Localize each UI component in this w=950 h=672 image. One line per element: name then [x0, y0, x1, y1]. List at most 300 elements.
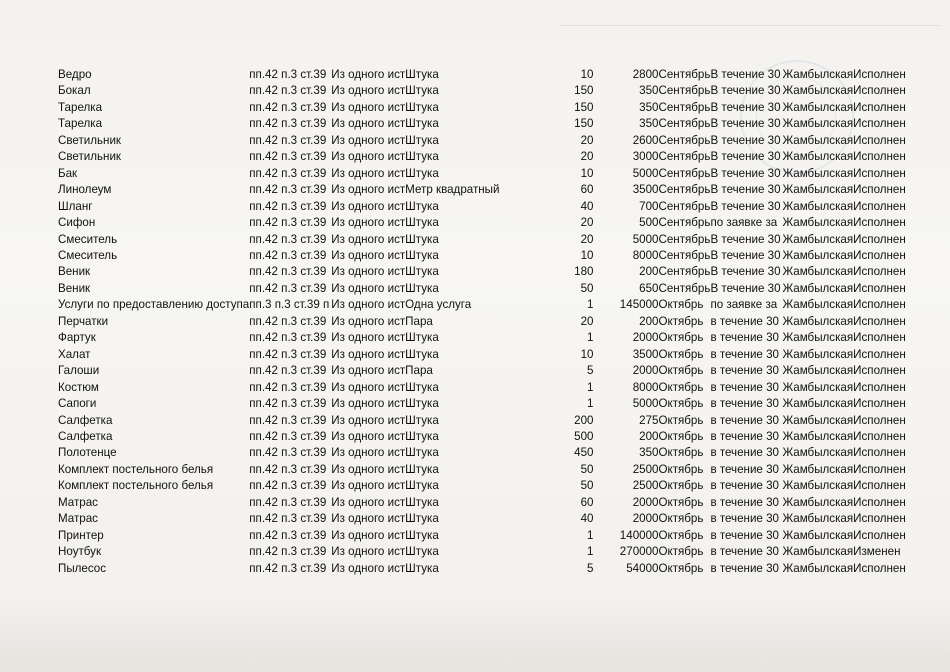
procurement-method-cell: Из одного ист	[331, 380, 406, 394]
month-cell: Сентябрь	[658, 117, 711, 131]
status-cell: Исполнен	[853, 561, 906, 575]
item-name-cell: Сапоги	[58, 397, 97, 411]
month-cell: Сентябрь	[658, 166, 711, 180]
item-name-cell: Ноутбук	[58, 545, 102, 559]
month-cell: Сентябрь	[658, 68, 711, 81]
item-name-cell: Принтер	[58, 528, 104, 542]
delivery-term-cell: в течение 30	[710, 495, 779, 509]
table-row	[58, 495, 913, 511]
quantity-cell: 10	[580, 68, 594, 81]
unit-price-cell: 8000	[632, 380, 659, 394]
unit-cell: Штука	[405, 232, 439, 246]
unit-price-cell: 200	[639, 265, 659, 279]
legal-basis-cell: пп.42 п.3 ст.39	[249, 232, 327, 246]
month-cell: Сентябрь	[658, 281, 711, 295]
table-row	[58, 511, 913, 527]
item-name-cell: Бокал	[58, 84, 91, 98]
legal-basis-cell: пп.42 п.3 ст.39	[249, 512, 327, 526]
month-cell: Октябрь	[658, 446, 704, 460]
status-cell: Исполнен	[853, 216, 906, 230]
delivery-term-cell: в течение 30	[710, 364, 779, 378]
unit-cell: Штука	[405, 495, 439, 509]
table-row	[58, 462, 913, 478]
delivery-term-cell: В течение 30	[710, 84, 781, 98]
delivery-term-cell: В течение 30	[710, 117, 781, 131]
table-row	[58, 199, 913, 215]
quantity-cell: 20	[580, 216, 594, 230]
month-cell: Октябрь	[658, 298, 704, 312]
legal-basis-cell: пп.42 п.3 ст.39	[249, 314, 327, 328]
status-cell: Исполнен	[853, 183, 906, 197]
unit-price-cell: 650	[639, 281, 659, 295]
delivery-term-cell: в течение 30	[710, 347, 779, 361]
item-name-cell: Линолеум	[58, 183, 112, 197]
delivery-place-cell: Жамбылская	[782, 248, 854, 262]
month-cell: Октябрь	[658, 347, 704, 361]
unit-cell: Штука	[405, 413, 439, 427]
status-cell: Исполнен	[853, 495, 906, 509]
item-name-cell: Пылесос	[58, 561, 107, 575]
status-cell: Исполнен	[853, 281, 906, 295]
procurement-method-cell: Из одного ист	[331, 68, 406, 81]
item-name-cell: Ведро	[58, 68, 92, 81]
delivery-place-cell: Жамбылская	[782, 100, 854, 114]
month-cell: Сентябрь	[658, 183, 711, 197]
procurement-method-cell: Из одного ист	[331, 446, 406, 460]
delivery-term-cell: В течение 30	[710, 166, 781, 180]
unit-cell: Пара	[405, 314, 433, 328]
status-cell: Исполнен	[853, 84, 906, 98]
delivery-term-cell: в течение 30	[710, 528, 779, 542]
status-cell: Исполнен	[853, 248, 906, 262]
unit-price-cell: 5000	[632, 397, 659, 411]
quantity-cell: 1	[587, 397, 594, 411]
table-row	[58, 215, 913, 231]
quantity-cell: 10	[580, 166, 594, 180]
legal-basis-cell: пп.42 п.3 ст.39	[249, 545, 327, 559]
unit-cell: Штука	[405, 331, 439, 345]
legal-basis-cell: пп.42 п.3 ст.39	[249, 150, 327, 164]
unit-cell: Метр квадратный	[405, 183, 500, 197]
quantity-cell: 150	[574, 84, 594, 98]
status-cell: Исполнен	[853, 397, 906, 411]
status-cell: Исполнен	[853, 133, 906, 147]
delivery-term-cell: в течение 30	[710, 512, 779, 526]
table-row	[58, 297, 913, 313]
legal-basis-cell: пп.42 п.3 ст.39	[249, 413, 327, 427]
procurement-method-cell: Из одного ист	[331, 347, 406, 361]
quantity-cell: 20	[580, 150, 594, 164]
quantity-cell: 450	[574, 446, 594, 460]
legal-basis-cell: пп.42 п.3 ст.39	[249, 528, 327, 542]
status-cell: Исполнен	[853, 413, 906, 427]
delivery-place-cell: Жамбылская	[782, 380, 854, 394]
delivery-term-cell: В течение 30	[710, 265, 781, 279]
delivery-place-cell: Жамбылская	[782, 561, 854, 575]
quantity-cell: 10	[580, 248, 594, 262]
unit-cell: Штука	[405, 528, 439, 542]
status-cell: Исполнен	[853, 512, 906, 526]
delivery-place-cell: Жамбылская	[782, 429, 854, 443]
unit-price-cell: 700	[639, 199, 659, 213]
procurement-method-cell: Из одного ист	[331, 166, 406, 180]
procurement-method-cell: Из одного ист	[331, 265, 406, 279]
delivery-term-cell: В течение 30	[710, 281, 781, 295]
delivery-place-cell: Жамбылская	[782, 495, 854, 509]
unit-price-cell: 3500	[632, 347, 659, 361]
legal-basis-cell: пп.42 п.3 ст.39	[249, 479, 327, 493]
unit-cell: Штука	[405, 166, 439, 180]
month-cell: Октябрь	[658, 364, 704, 378]
status-cell: Исполнен	[853, 380, 906, 394]
unit-price-cell: 3000	[632, 150, 659, 164]
delivery-term-cell: в течение 30	[710, 397, 779, 411]
month-cell: Сентябрь	[658, 100, 711, 114]
delivery-place-cell: Жамбылская	[782, 347, 854, 361]
delivery-place-cell: Жамбылская	[782, 298, 854, 312]
quantity-cell: 50	[580, 281, 594, 295]
unit-price-cell: 2800	[632, 68, 659, 81]
unit-price-cell: 5000	[632, 232, 659, 246]
bleed-through-header	[560, 25, 940, 38]
delivery-term-cell: в течение 30	[710, 429, 779, 443]
month-cell: Октябрь	[658, 528, 704, 542]
unit-price-cell: 2600	[632, 133, 659, 147]
delivery-place-cell: Жамбылская	[782, 331, 854, 345]
delivery-place-cell: Жамбылская	[782, 281, 854, 295]
quantity-cell: 500	[574, 429, 594, 443]
table-row	[58, 314, 913, 330]
unit-cell: Штука	[405, 150, 439, 164]
legal-basis-cell: пп.42 п.3 ст.39	[249, 133, 327, 147]
item-name-cell: Галоши	[58, 364, 100, 378]
table-row	[58, 380, 913, 396]
quantity-cell: 20	[580, 133, 594, 147]
quantity-cell: 40	[580, 199, 594, 213]
unit-cell: Штука	[405, 117, 439, 131]
unit-price-cell: 275	[639, 413, 659, 427]
unit-cell: Штука	[405, 68, 439, 81]
status-cell: Исполнен	[853, 429, 906, 443]
item-name-cell: Салфетка	[58, 413, 113, 427]
legal-basis-cell: пп.42 п.3 ст.39	[249, 183, 327, 197]
unit-cell: Штука	[405, 479, 439, 493]
procurement-method-cell: Из одного ист	[331, 479, 406, 493]
item-name-cell: Комплект постельного белья	[58, 462, 214, 476]
legal-basis-cell: пп.42 п.3 ст.39	[249, 199, 327, 213]
unit-cell: Штука	[405, 281, 439, 295]
table-row	[58, 330, 913, 346]
procurement-method-cell: Из одного ист	[331, 512, 406, 526]
unit-price-cell: 2500	[632, 479, 659, 493]
unit-cell: Штука	[405, 512, 439, 526]
table-row	[58, 429, 913, 445]
unit-price-cell: 5000	[632, 166, 659, 180]
status-cell: Исполнен	[853, 314, 906, 328]
table-row	[58, 528, 913, 544]
status-cell: Исполнен	[853, 298, 906, 312]
unit-price-cell: 2500	[632, 462, 659, 476]
table-row	[58, 133, 913, 149]
item-name-cell: Матрас	[58, 512, 98, 526]
table-row	[58, 149, 913, 165]
item-name-cell: Веник	[58, 265, 91, 279]
unit-price-cell: 145000	[619, 298, 659, 312]
table-row	[58, 182, 913, 198]
delivery-place-cell: Жамбылская	[782, 265, 854, 279]
delivery-term-cell: В течение 30	[710, 248, 781, 262]
item-name-cell: Фартук	[58, 331, 96, 345]
unit-price-cell: 3500	[632, 183, 659, 197]
quantity-cell: 50	[580, 462, 594, 476]
legal-basis-cell: пп.42 п.3 ст.39	[249, 117, 327, 131]
legal-basis-cell: пп.42 п.3 ст.39	[249, 166, 327, 180]
table-row	[58, 561, 913, 577]
delivery-term-cell: в течение 30	[710, 561, 779, 575]
status-cell: Исполнен	[853, 347, 906, 361]
status-cell: Исполнен	[853, 100, 906, 114]
legal-basis-cell: пп.42 п.3 ст.39	[249, 216, 327, 230]
unit-cell: Штука	[405, 248, 439, 262]
status-cell: Исполнен	[853, 265, 906, 279]
legal-basis-cell: пп.42 п.3 ст.39	[249, 68, 327, 81]
quantity-cell: 150	[574, 100, 594, 114]
procurement-method-cell: Из одного ист	[331, 413, 406, 427]
status-cell: Исполнен	[853, 479, 906, 493]
item-name-cell: Перчатки	[58, 314, 109, 328]
month-cell: Октябрь	[658, 314, 704, 328]
procurement-method-cell: Из одного ист	[331, 528, 406, 542]
month-cell: Октябрь	[658, 495, 704, 509]
unit-cell: Штука	[405, 347, 439, 361]
status-cell: Исполнен	[853, 446, 906, 460]
month-cell: Сентябрь	[658, 216, 711, 230]
delivery-place-cell: Жамбылская	[782, 183, 854, 197]
quantity-cell: 20	[580, 232, 594, 246]
procurement-method-cell: Из одного ист	[331, 462, 406, 476]
item-name-cell: Полотенце	[58, 446, 117, 460]
status-cell: Исполнен	[853, 462, 906, 476]
unit-price-cell: 2000	[632, 364, 659, 378]
unit-price-cell: 2000	[632, 331, 659, 345]
unit-price-cell: 500	[639, 216, 659, 230]
quantity-cell: 1	[587, 380, 594, 394]
delivery-place-cell: Жамбылская	[782, 232, 854, 246]
procurement-method-cell: Из одного ист	[331, 545, 406, 559]
status-cell: Исполнен	[853, 199, 906, 213]
unit-price-cell: 270000	[619, 545, 659, 559]
item-name-cell: Салфетка	[58, 429, 113, 443]
status-cell: Исполнен	[853, 364, 906, 378]
unit-cell: Одна услуга	[405, 298, 472, 312]
table-row	[58, 116, 913, 132]
delivery-place-cell: Жамбылская	[782, 199, 854, 213]
month-cell: Сентябрь	[658, 150, 711, 164]
delivery-place-cell: Жамбылская	[782, 216, 854, 230]
status-cell: Исполнен	[853, 232, 906, 246]
procurement-method-cell: Из одного ист	[331, 133, 406, 147]
unit-cell: Штука	[405, 100, 439, 114]
legal-basis-cell: пп.42 п.3 ст.39	[249, 429, 327, 443]
delivery-term-cell: в течение 30	[710, 462, 779, 476]
item-name-cell: Сифон	[58, 216, 96, 230]
delivery-place-cell: Жамбылская	[782, 150, 854, 164]
unit-price-cell: 2000	[632, 512, 659, 526]
procurement-table-body	[58, 67, 913, 577]
delivery-place-cell: Жамбылская	[782, 479, 854, 493]
delivery-term-cell: В течение 30	[710, 183, 781, 197]
legal-basis-cell: пп.42 п.3 ст.39	[249, 281, 327, 295]
procurement-method-cell: Из одного ист	[331, 199, 406, 213]
delivery-term-cell: по заявке за	[710, 298, 778, 312]
unit-cell: Штука	[405, 265, 439, 279]
table-row	[58, 363, 913, 379]
quantity-cell: 1	[587, 545, 594, 559]
table-row	[58, 67, 913, 83]
procurement-method-cell: Из одного ист	[331, 183, 406, 197]
delivery-place-cell: Жамбылская	[782, 397, 854, 411]
unit-price-cell: 200	[639, 429, 659, 443]
item-name-cell: Светильник	[58, 133, 122, 147]
procurement-method-cell: Из одного ист	[331, 84, 406, 98]
item-name-cell: Веник	[58, 281, 91, 295]
unit-price-cell: 350	[639, 100, 659, 114]
unit-price-cell: 2000	[632, 495, 659, 509]
status-cell: Исполнен	[853, 150, 906, 164]
table-row	[58, 396, 913, 412]
procurement-method-cell: Из одного ист	[331, 364, 406, 378]
delivery-place-cell: Жамбылская	[782, 413, 854, 427]
quantity-cell: 60	[580, 183, 594, 197]
table-row	[58, 544, 913, 560]
table-row	[58, 83, 913, 99]
quantity-cell: 20	[580, 314, 594, 328]
item-name-cell: Шланг	[58, 199, 93, 213]
delivery-term-cell: по заявке за	[710, 216, 778, 230]
month-cell: Сентябрь	[658, 232, 711, 246]
month-cell: Сентябрь	[658, 265, 711, 279]
table-row	[58, 281, 913, 297]
month-cell: Октябрь	[658, 397, 704, 411]
item-name-cell: Бак	[58, 166, 78, 180]
legal-basis-cell: пп.42 п.3 ст.39	[249, 495, 327, 509]
table-row	[58, 100, 913, 116]
status-cell: Исполнен	[853, 117, 906, 131]
delivery-place-cell: Жамбылская	[782, 166, 854, 180]
unit-cell: Штука	[405, 84, 439, 98]
quantity-cell: 1	[587, 331, 594, 345]
procurement-method-cell: Из одного ист	[331, 331, 406, 345]
delivery-place-cell: Жамбылская	[782, 512, 854, 526]
delivery-term-cell: в течение 30	[710, 545, 779, 559]
delivery-term-cell: в течение 30	[710, 314, 779, 328]
month-cell: Октябрь	[658, 462, 704, 476]
quantity-cell: 10	[580, 347, 594, 361]
table-row	[58, 478, 913, 494]
unit-price-cell: 350	[639, 117, 659, 131]
quantity-cell: 1	[587, 298, 594, 312]
procurement-method-cell: Из одного ист	[331, 150, 406, 164]
legal-basis-cell: пп.42 п.3 ст.39	[249, 561, 327, 575]
item-name-cell: Светильник	[58, 150, 122, 164]
quantity-cell: 150	[574, 117, 594, 131]
month-cell: Сентябрь	[658, 133, 711, 147]
delivery-term-cell: в течение 30	[710, 331, 779, 345]
legal-basis-cell: пп.42 п.3 ст.39	[249, 331, 327, 345]
delivery-term-cell: в течение 30	[710, 380, 779, 394]
table-row	[58, 232, 913, 248]
month-cell: Октябрь	[658, 561, 704, 575]
procurement-method-cell: Из одного ист	[331, 216, 406, 230]
month-cell: Сентябрь	[658, 248, 711, 262]
delivery-place-cell: Жамбылская	[782, 133, 854, 147]
legal-basis-cell: пп.42 п.3 ст.39	[249, 446, 327, 460]
item-name-cell: Тарелка	[58, 117, 103, 131]
item-name-cell: Смеситель	[58, 232, 118, 246]
delivery-place-cell: Жамбылская	[782, 462, 854, 476]
procurement-method-cell: Из одного ист	[331, 495, 406, 509]
status-cell: Исполнен	[853, 166, 906, 180]
unit-cell: Штука	[405, 429, 439, 443]
item-name-cell: Услуги по предоставлению доступа	[58, 298, 250, 312]
procurement-method-cell: Из одного ист	[331, 232, 406, 246]
unit-cell: Штука	[405, 462, 439, 476]
delivery-place-cell: Жамбылская	[782, 314, 854, 328]
legal-basis-cell: пп.42 п.3 ст.39	[249, 364, 327, 378]
legal-basis-cell: пп.42 п.3 ст.39	[249, 380, 327, 394]
unit-cell: Штука	[405, 446, 439, 460]
procurement-table	[58, 67, 913, 577]
delivery-term-cell: В течение 30	[710, 100, 781, 114]
table-row	[58, 413, 913, 429]
item-name-cell: Тарелка	[58, 100, 103, 114]
legal-basis-cell: пп.42 п.3 ст.39	[249, 397, 327, 411]
quantity-cell: 50	[580, 479, 594, 493]
delivery-place-cell: Жамбылская	[782, 545, 854, 559]
delivery-place-cell: Жамбылская	[782, 446, 854, 460]
quantity-cell: 200	[574, 413, 594, 427]
legal-basis-cell: пп.42 п.3 ст.39	[249, 265, 327, 279]
delivery-term-cell: В течение 30	[710, 232, 781, 246]
quantity-cell: 5	[587, 364, 594, 378]
unit-price-cell: 200	[639, 314, 659, 328]
delivery-term-cell: в течение 30	[710, 479, 779, 493]
delivery-place-cell: Жамбылская	[782, 84, 854, 98]
legal-basis-cell: пп.3 п.3 ст.39 п	[249, 298, 330, 312]
procurement-method-cell: Из одного ист	[331, 314, 406, 328]
unit-cell: Штука	[405, 545, 439, 559]
status-cell: Исполнен	[853, 528, 906, 542]
delivery-place-cell: Жамбылская	[782, 528, 854, 542]
table-row	[58, 248, 913, 264]
unit-cell: Штука	[405, 380, 439, 394]
month-cell: Сентябрь	[658, 84, 711, 98]
table-row	[58, 347, 913, 363]
delivery-place-cell: Жамбылская	[782, 364, 854, 378]
item-name-cell: Смеситель	[58, 248, 118, 262]
legal-basis-cell: пп.42 п.3 ст.39	[249, 347, 327, 361]
unit-price-cell: 54000	[626, 561, 659, 575]
status-cell: Исполнен	[853, 331, 906, 345]
table-row	[58, 264, 913, 280]
month-cell: Сентябрь	[658, 199, 711, 213]
unit-price-cell: 350	[639, 446, 659, 460]
delivery-term-cell: В течение 30	[710, 150, 781, 164]
item-name-cell: Матрас	[58, 495, 98, 509]
unit-price-cell: 140000	[619, 528, 659, 542]
unit-cell: Штука	[405, 199, 439, 213]
procurement-method-cell: Из одного ист	[331, 117, 406, 131]
